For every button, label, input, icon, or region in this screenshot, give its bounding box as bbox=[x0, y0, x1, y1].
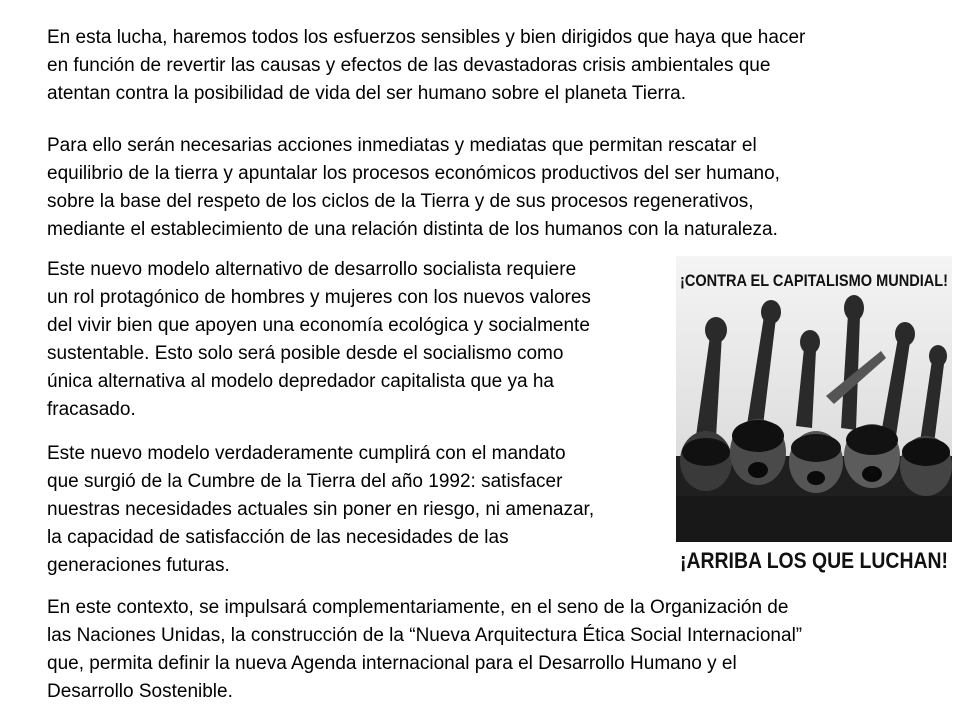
text-line: fracasado. bbox=[47, 399, 136, 420]
text-line: Este nuevo modelo alternativo de desarrollo socialista requiere bbox=[47, 259, 577, 280]
text-line: del vivir bien que apoyen una economía ecológica y socialmente bbox=[47, 315, 590, 336]
paragraph-earth-balance bbox=[47, 132, 780, 244]
text-line: generaciones futuras. bbox=[47, 555, 230, 576]
text-line: Desarrollo Sostenible. bbox=[47, 681, 233, 702]
text-line: mediante el establecimiento de una relación distinta de los humanos con la naturaleza. bbox=[47, 219, 778, 240]
text-line: sustentable. Esto solo será posible desde el socialismo como bbox=[47, 343, 564, 364]
protest-crowd-illustration bbox=[676, 256, 952, 578]
text-line: Este nuevo modelo verdaderamente cumplirá con el mandato bbox=[47, 443, 566, 464]
paragraph-earth-summit-mandate bbox=[47, 440, 594, 580]
paragraph-environmental-crisis bbox=[47, 24, 805, 108]
poster-top-text: ¡CONTRA EL CAPITALISMO MUNDIAL! bbox=[680, 271, 948, 290]
text-line: un rol protagónico de hombres y mujeres con los nuevos valores bbox=[47, 287, 591, 308]
text-line: equilibrio de la tierra y apuntalar los procesos económicos productivos del ser humano, bbox=[47, 163, 780, 184]
text-line: en función de revertir las causas y efectos de las devastadoras crisis ambientales que bbox=[47, 55, 771, 76]
text-line: atentan contra la posibilidad de vida del ser humano sobre el planeta Tierra. bbox=[47, 83, 687, 104]
text-line: nuestras necesidades actuales sin poner en riesgo, ni amenazar, bbox=[47, 499, 595, 520]
paragraph-un-architecture bbox=[47, 594, 802, 706]
text-line: única alternativa al modelo depredador capitalista que ya ha bbox=[47, 371, 554, 392]
text-line: En este contexto, se impulsará complementariamente, en el seno de la Organización de bbox=[47, 597, 789, 618]
text-line: las Naciones Unidas, la construcción de la “Nueva Arquitectura Ética Social Internacional” bbox=[47, 625, 803, 646]
text-line: Para ello serán necesarias acciones inmediatas y mediatas que permitan rescatar el bbox=[47, 135, 757, 156]
text-line: que, permita definir la nueva Agenda internacional para el Desarrollo Humano y el bbox=[47, 653, 737, 674]
paragraph-socialist-model bbox=[47, 256, 591, 424]
text-line: que surgió de la Cumbre de la Tierra del año 1992: satisfacer bbox=[47, 471, 563, 492]
protest-poster-image bbox=[676, 256, 952, 578]
text-line: sobre la base del respeto de los ciclos de la Tierra y de sus procesos regenerativos, bbox=[47, 191, 754, 212]
text-line: la capacidad de satisfacción de las necesidades de las bbox=[47, 527, 509, 548]
poster-bottom-text: ¡ARRIBA LOS QUE LUCHAN! bbox=[680, 548, 948, 573]
text-line: En esta lucha, haremos todos los esfuerzos sensibles y bien dirigidos que haya que hacer bbox=[47, 27, 806, 48]
